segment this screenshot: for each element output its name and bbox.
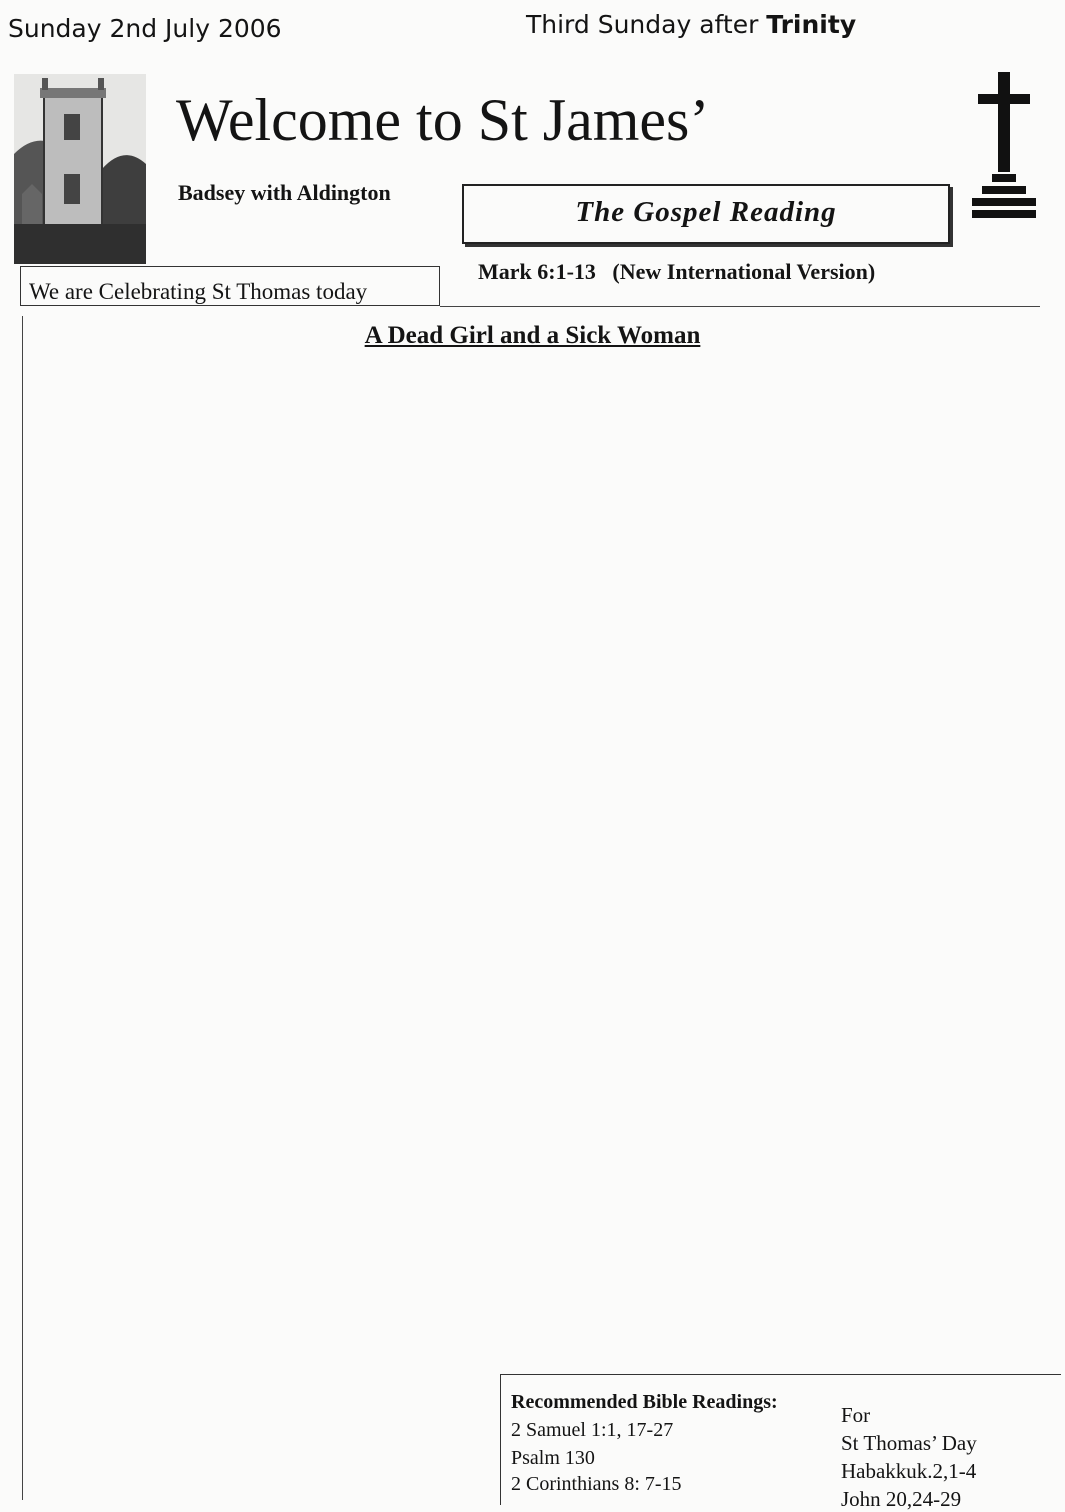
gospel-reading-label: The Gospel Reading: [575, 196, 837, 228]
recommended-reading: 2 Samuel 1:1, 17-27: [511, 1419, 674, 1441]
recommended-reading: 2 Corinthians 8: 7-15: [511, 1473, 682, 1495]
cross-icon: [968, 72, 1040, 222]
feast-reading: For: [841, 1403, 871, 1427]
service-date: Sunday 2nd July 2006: [8, 14, 282, 43]
church-tower-image: [14, 74, 146, 264]
celebration-notice: [20, 266, 440, 306]
divider: [440, 306, 1040, 307]
feast-reading: John 20,24-29: [841, 1487, 962, 1511]
liturgical-sunday: [526, 10, 856, 39]
celebration-text: We are Celebrating St Thomas today: [29, 279, 368, 304]
scripture-reference: Mark 6:1-13 (New International Version): [478, 259, 876, 284]
reading-title: A Dead Girl and a Sick Woman: [364, 322, 701, 349]
gospel-reading-banner: [462, 184, 950, 244]
reading-frame-border: [22, 316, 23, 1500]
recommended-readings-box: [500, 1374, 1061, 1511]
page-title: Welcome to St James’: [176, 87, 710, 153]
feast-reading: St Thomas’ Day: [841, 1431, 977, 1455]
recommended-reading: Psalm 130: [511, 1447, 595, 1469]
feast-reading: Habakkuk.2,1-4: [841, 1459, 977, 1483]
sunday-prefix: Third Sunday after: [526, 10, 767, 39]
sunday-bold: Trinity: [766, 10, 857, 39]
parish-name: Badsey with Aldington: [178, 180, 391, 205]
recommended-title: Recommended Bible Readings:: [511, 1391, 778, 1413]
